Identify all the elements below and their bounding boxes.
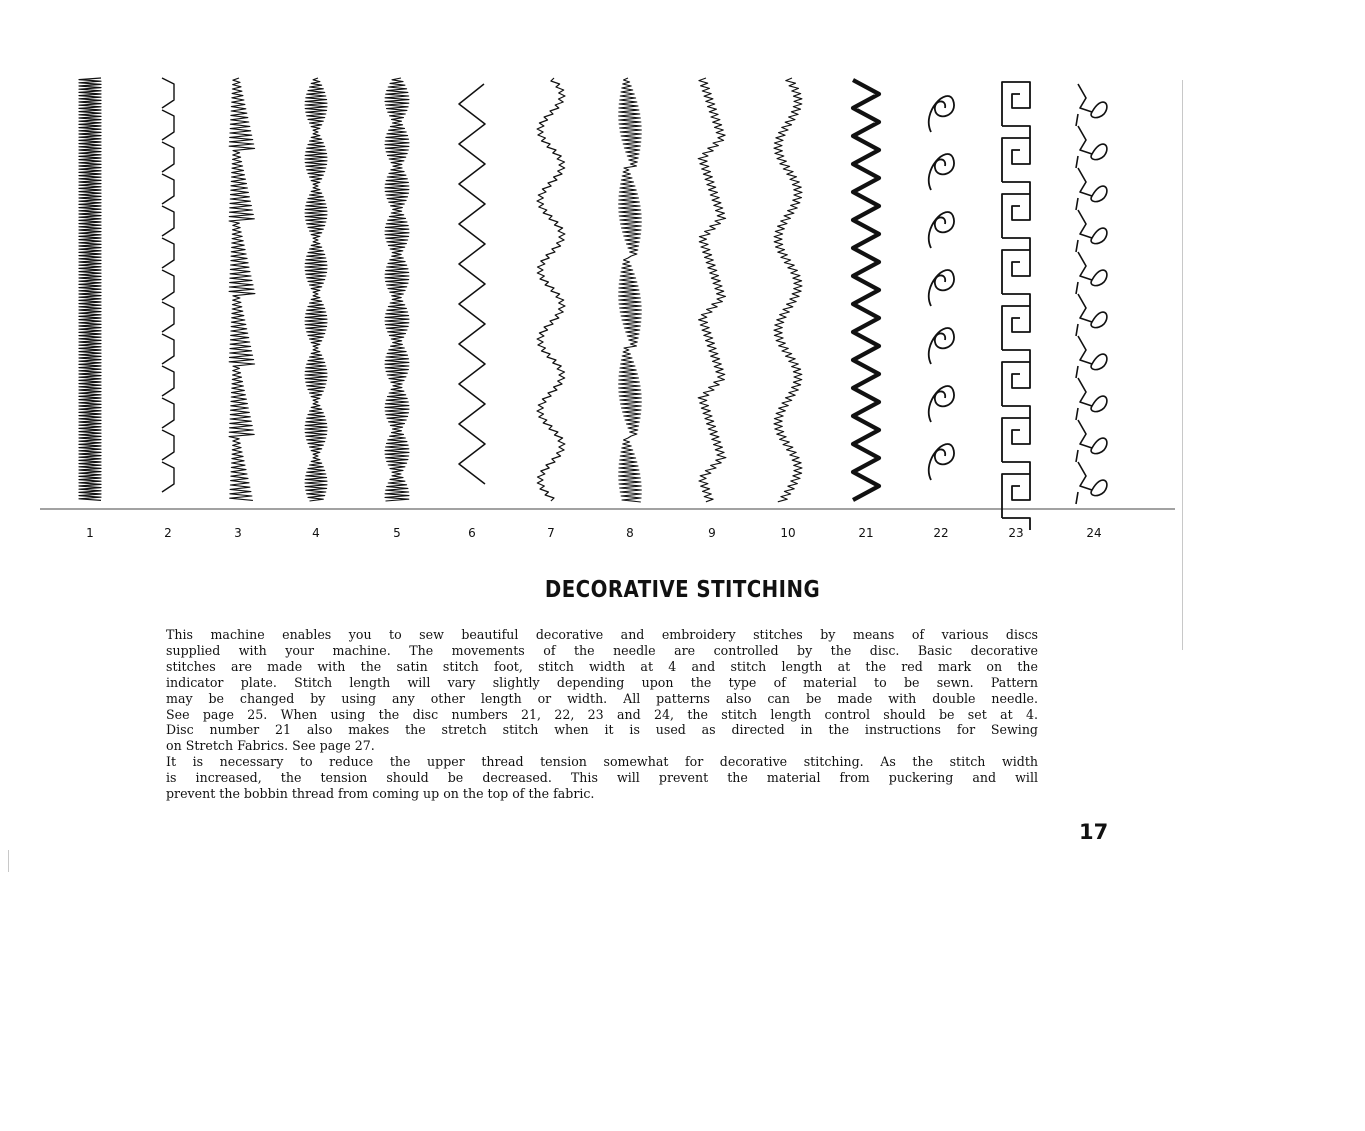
stitch-23 xyxy=(1002,82,1030,530)
stitch-21 xyxy=(853,80,879,500)
text-line: It is necessary to reduce the upper thread tension somewhat for decorative stitching. As the stitch width xyxy=(166,754,1038,770)
stitch-1 xyxy=(79,78,101,500)
stitch-9 xyxy=(698,78,726,502)
body-text xyxy=(166,627,1038,802)
stitch-number: 21 xyxy=(858,526,874,540)
page-number: 17 xyxy=(1079,820,1109,844)
stitch-number: 4 xyxy=(312,526,320,540)
stitch-number: 22 xyxy=(933,526,949,540)
stitch-10 xyxy=(774,78,802,502)
stitch-3 xyxy=(229,78,255,500)
text-line: supplied with your machine. The movements of the needle are controlled by the disc. Basic decorative xyxy=(166,642,1038,658)
stitch-22 xyxy=(929,96,954,480)
stitch-number: 10 xyxy=(780,526,796,540)
stitch-number: 24 xyxy=(1086,526,1102,540)
stitch-6 xyxy=(459,84,485,484)
stitch-2 xyxy=(162,78,174,492)
stitch-4 xyxy=(305,78,327,501)
text-line: on Stretch Fabrics. See page 27. xyxy=(166,738,375,754)
text-line: is increased, the tension should be decreased. This will prevent the material from puckering and will xyxy=(166,770,1038,786)
text-line: This machine enables you to sew beautiful decorative and embroidery stitches by means of various discs xyxy=(166,627,1038,642)
text-line: Disc number 21 also makes the stretch stitch when it is used as directed in the instructions for Sewing xyxy=(166,722,1038,738)
stitch-7 xyxy=(537,78,565,501)
stitch-number: 3 xyxy=(234,526,242,540)
paragraph xyxy=(166,627,1038,754)
text-line: may be changed by using any other length or width. All patterns also can be made with double needle. xyxy=(166,690,1038,706)
stitch-number: 9 xyxy=(708,526,716,540)
text-line: See page 25. When using the disc numbers 21, 22, 23 and 24, the stitch length control should be set at 4. xyxy=(166,706,1038,722)
stitch-number: 1 xyxy=(86,526,94,540)
text-line: stitches are made with the satin stitch foot, stitch width at 4 and stitch length at the red mark on the xyxy=(166,658,1038,674)
stitch-number: 8 xyxy=(626,526,634,540)
stitch-24 xyxy=(1076,84,1107,504)
stitch-pattern-panel xyxy=(0,0,1365,560)
stitch-number: 7 xyxy=(547,526,555,540)
page-title: DECORATIVE STITCHING xyxy=(544,577,821,603)
stitch-8 xyxy=(619,78,642,502)
stitch-number: 5 xyxy=(393,526,401,540)
stitch-samples xyxy=(0,0,1365,560)
stitch-number: 23 xyxy=(1008,526,1024,540)
scan-edge-mark xyxy=(8,850,9,872)
text-line: indicator plate. Stitch length will vary slightly depending upon the type of material to be sewn. Pattern xyxy=(166,674,1038,690)
stitch-number: 6 xyxy=(468,526,476,540)
scan-edge-line xyxy=(1182,80,1183,650)
stitch-number: 2 xyxy=(164,526,172,540)
stitch-5 xyxy=(385,78,409,501)
text-line: prevent the bobbin thread from coming up on the top of the fabric. xyxy=(166,786,595,802)
paragraph xyxy=(166,754,1038,802)
